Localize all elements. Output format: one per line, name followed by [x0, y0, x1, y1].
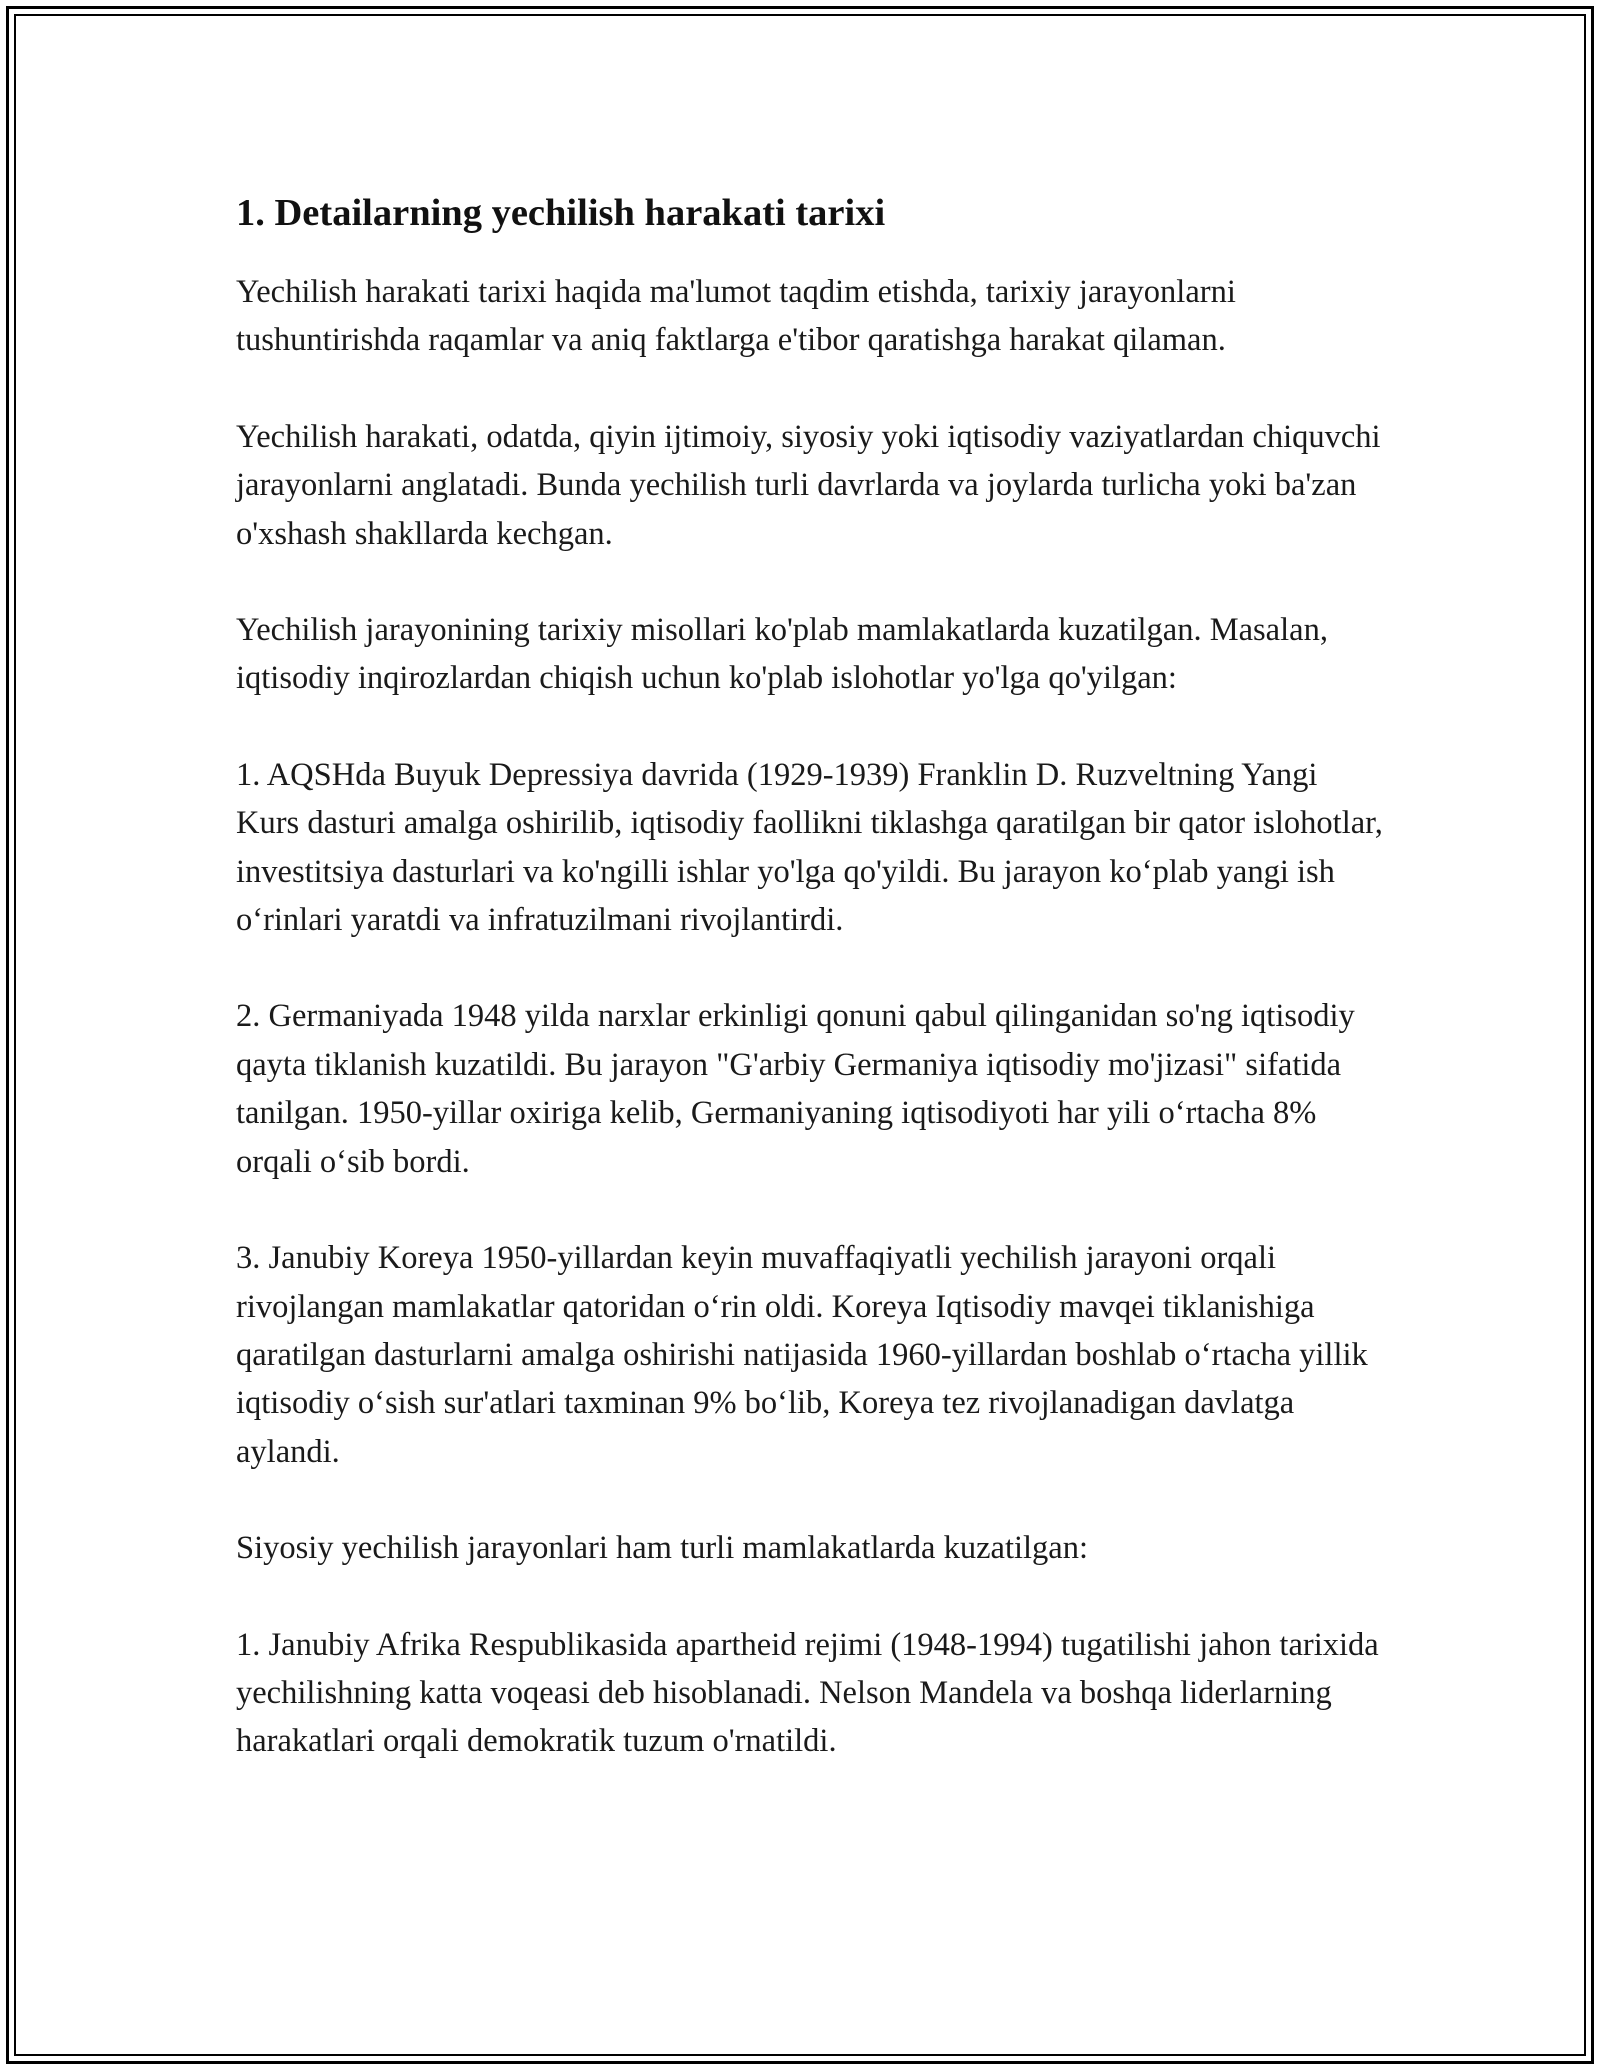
paragraph-example-germany: 2. Germaniyada 1948 yilda narxlar erkinligi qonuni qabul qilinganidan so'ng iqtisodiy qayta tiklanish kuzatildi. Bu jarayon "G'arbiy Germaniya iqtisodiy mo'jizasi" sifatida tanilgan. 1950-yillar oxiriga kelib, Germaniyaning iqtisodiyoti har yili o‘rtacha 8% orqali o‘sib bordi. [236, 998, 1355, 1180]
document-body [236, 188, 1386, 1766]
paragraph-example-south-africa: 1. Janubiy Afrika Respublikasida apartheid rejimi (1948-1994) tugatilishi jahon tarixida yechilishning katta voqeasi deb hisoblanadi. Nelson Mandela va boshqa liderlarning harakatlari orqali demokratik tuzum o'rnatildi. [236, 1626, 1379, 1760]
section-heading: 1. Detailarning yechilish harakati tarixi [236, 192, 886, 234]
paragraph-intro: Yechilish harakati tarixi haqida ma'lumot taqdim etishda, tarixiy jarayonlarni tushuntirishda raqamlar va aniq faktlarga e'tibor qaratishga harakat qilaman. [236, 274, 1236, 359]
paragraph-definition: Yechilish harakati, odatda, qiyin ijtimoiy, siyosiy yoki iqtisodiy vaziyatlardan chiquvchi jarayonlarni anglatadi. Bunda yechilish turli davrlarda va joylarda turlicha yoki ba'zan o'xshash shakllarda kechgan. [236, 418, 1381, 552]
paragraph-economic-examples-intro: Yechilish jarayonining tarixiy misollari ko'plab mamlakatlarda kuzatilgan. Masalan, iqtisodiy inqirozlardan chiqish uchun ko'plab islohotlar yo'lga qo'yilgan: [236, 612, 1328, 697]
paragraph-example-korea: 3. Janubiy Koreya 1950-yillardan keyin muvaffaqiyatli yechilish jarayoni orqali rivojlangan mamlakatlar qatoridan o‘rin oldi. Koreya Iqtisodiy mavqei tiklanishiga qaratilgan dasturlarni amalga oshirishi natijasida 1960-yillardan boshlab o‘rtacha yillik iqtisodiy o‘sish sur'atlari taxminan 9% bo‘lib, Koreya tez rivojlanadigan davlatga aylandi. [236, 1240, 1368, 1470]
paragraph-political-intro: Siyosiy yechilish jarayonlari ham turli mamlakatlarda kuzatilgan: [236, 1530, 1088, 1567]
paragraph-example-usa: 1. AQSHda Buyuk Depressiya davrida (1929-1939) Franklin D. Ruzveltning Yangi Kurs dasturi amalga oshirilib, iqtisodiy faollikni tiklashga qaratilgan bir qator islohotlar, investitsiya dasturlari va ko'ngilli ishlar yo'lga qo'yildi. Bu jarayon ko‘plab yangi ish o‘rinlari yaratdi va infratuzilmani rivojlantirdi. [236, 756, 1383, 939]
